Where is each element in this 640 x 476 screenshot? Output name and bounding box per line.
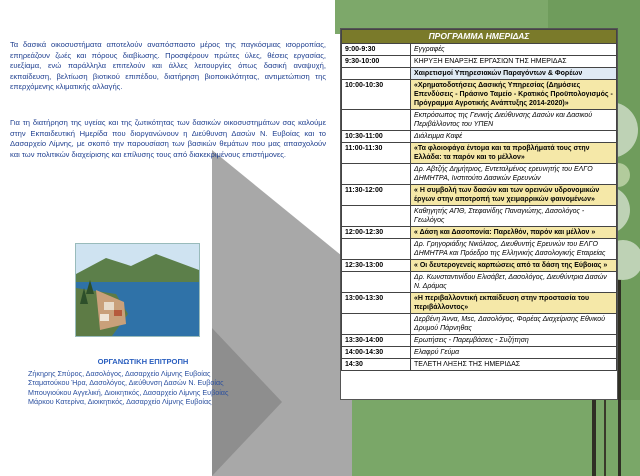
program-time <box>342 110 411 131</box>
program-time: 13:00-13:30 <box>342 293 411 314</box>
program-row <box>342 68 617 80</box>
program-table <box>341 29 617 371</box>
intro-paragraph-1: Τα δασικά οικοσυστήματα αποτελούν αναπόσπαστο μέρος της παγκόσμιας ισορροπίας, επηρεάζουν ζωές και πόρους διαβίωσης. Προσφέρουν πρώτες ύλες, θέσεις εργασίας, ευεξίαμα, ενώ παράλληλα επιτελούν και άλλες λειτουργίες όπως δασική αναψυχή, εκπαίδευση, βελτίωση βιοτικού επιπέδου, διατήρηση βιοποικιλότητας, αντιμετώπιση της επερχόμενης κλιματικής αλλαγής. <box>10 40 326 92</box>
intro-text <box>10 40 326 185</box>
program-row <box>342 359 617 371</box>
program-time: 11:30-12:00 <box>342 185 411 206</box>
program-item: «Χρηματοδοτήσεις Δασικής Υπηρεσίας (Δημόσιες Επενδύσεις - Πράσινο Ταμείο - Κρατικός Προϋπολογισμός - Πρόγραμμα Αγροτικής Ανάπτυξης 2014-2020)» <box>411 80 617 110</box>
program-time: 13:30-14:00 <box>342 335 411 347</box>
program-time: 10:30-11:00 <box>342 131 411 143</box>
program-row <box>342 239 617 260</box>
program-time: 9:30-10:00 <box>342 56 411 68</box>
program-item: « Δάση και Δασοπονία: Παρελθόν, παρόν και μέλλον » <box>411 227 617 239</box>
program-row <box>342 131 617 143</box>
program-row <box>342 164 617 185</box>
program-time <box>342 164 411 185</box>
program-time <box>342 206 411 227</box>
program-item: Ελαφρύ Γεύμα <box>411 347 617 359</box>
program-item: « Η συμβολή των δασών και των ορεινών υδρονομικών έργων στην αποτροπή των χειμαρρικών φαινομένων» <box>411 185 617 206</box>
program-item: ΤΕΛΕΤΗ ΛΗΞΗΣ ΤΗΣ ΗΜΕΡΙΔΑΣ <box>411 359 617 371</box>
program-item: «Τα φλοιοφάγα έντομα και τα προβλήματά τους στην Ελλάδα: τα παρόν και το μέλλον» <box>411 143 617 164</box>
program-row <box>342 314 617 335</box>
program-time: 11:00-11:30 <box>342 143 411 164</box>
committee-member: Ζήκηρης Σπύρος, Δασολόγος, Δασαρχείο Λίμνης Ευβοίας <box>28 368 211 378</box>
program-item: Εγγραφές <box>411 44 617 56</box>
program-item: Δρ. Αβτζής Δημήτριος, Εντεταλμένος ερευνητής του ΕΛΓΟ ΔΗΜΗΤΡΑ, Ινστιτούτο Δασικών Ερευνών <box>411 164 617 185</box>
program-item: Χαιρετισμοί Υπηρεσιακών Παραγόντων & Φορέων <box>411 68 617 80</box>
program-row <box>342 44 617 56</box>
committee-member: Μπουγιούκου Αγγελική, Διοικητικός, Δασαρχείο Λίμνης Ευβοίας <box>28 387 229 397</box>
program-row <box>342 143 617 164</box>
program-time <box>342 314 411 335</box>
program-row <box>342 260 617 272</box>
program-item: Εκπρόσωπος της Γενικής Διεύθυνσης Δασών και Δασικού Περιβάλλοντος του ΥΠΕΝ <box>411 110 617 131</box>
program-item: Δερβένη Άννα, Msc, Δασολόγος, Φορέας Διαχείρισης Εθνικού Δρυμού Πάρνηθας <box>411 314 617 335</box>
program-item: «Η περιβαλλοντική εκπαίδευση στην προστασία του περιβάλλοντος» <box>411 293 617 314</box>
program-title: ΠΡΟΓΡΑΜΜΑ ΗΜΕΡΙΔΑΣ <box>342 30 617 44</box>
program-item: « Οι δευτερογενείς καρπώσεις από τα δάση της Εύβοιας » <box>411 260 617 272</box>
program-item: Δρ. Γρηγοριάδης Νικόλαος, Διευθυντής Ερευνών του ΕΛΓΟ ΔΗΜΗΤΡΑ και Πρόεδρο της Ελληνικής Δασολογικής Εταιρείας <box>411 239 617 260</box>
coastal-village-photo <box>75 243 200 337</box>
program-row <box>342 347 617 359</box>
program-time <box>342 272 411 293</box>
program-time: 14:30 <box>342 359 411 371</box>
program-row <box>342 227 617 239</box>
intro-paragraph-2: Για τη διατήρηση της υγείας και της ζωτικότητας των δασικών οικοσυστημάτων σας καλούμε στην Εκπαιδευτική Ημερίδα που διοργανώνουν η Διεύθυνση Δασών Ν. Ευβοίας και το Δασαρχείο Λίμνης, με σκοπό την παρουσίαση των βασικών θεμάτων που μας απασχολούν και των πολιτικών διαχείρισης και επίλυσης τους από διακεκριμένους επιστήμονες. <box>10 117 326 159</box>
program-time <box>342 239 411 260</box>
program-time: 12:30-13:00 <box>342 260 411 272</box>
program-row <box>342 206 617 227</box>
program-item: Δρ. Κωνσταντινίδου Ελισάβετ, Δασολόγος, Διευθύντρια Δασών Ν. Δράμας <box>411 272 617 293</box>
organizing-committee <box>28 357 258 407</box>
program-item: Διάλειμμα Καφέ <box>411 131 617 143</box>
program-time: 12:00-12:30 <box>342 227 411 239</box>
program-item: Καθηγητής ΑΠΘ, Στεφανίδης Παναγιώτης, Δασολόγος - Γεωλόγος <box>411 206 617 227</box>
program-panel <box>340 28 618 400</box>
program-time <box>342 68 411 80</box>
program-time: 10:00-10:30 <box>342 80 411 110</box>
program-item: Ερωτήσεις - Παρεμβάσεις - Συζήτηση <box>411 335 617 347</box>
program-row <box>342 185 617 206</box>
program-row <box>342 335 617 347</box>
program-row <box>342 110 617 131</box>
program-time: 14:00-14:30 <box>342 347 411 359</box>
program-header-row <box>342 30 617 44</box>
program-row <box>342 293 617 314</box>
committee-title: ΟΡΓΑΝΩΤΙΚΗ ΕΠΙΤΡΟΠΗ <box>97 357 189 366</box>
program-row <box>342 272 617 293</box>
program-item: ΚΗΡΥΞΗ ΕΝΑΡΞΗΣ ΕΡΓΑΣΙΩΝ ΤΗΣ ΗΜΕΡΙΔΑΣ <box>411 56 617 68</box>
program-row <box>342 56 617 68</box>
committee-member: Μάρκου Κατερίνα, Διοικητικός, Δασαρχείο Λίμνης Ευβοίας <box>28 397 212 407</box>
program-row <box>342 80 617 110</box>
program-time: 9:00-9:30 <box>342 44 411 56</box>
committee-member: Σταματούκου Ήρα, Δασολόγος, Διεύθυνση Δασών Ν. Ευβοίας <box>28 378 224 388</box>
